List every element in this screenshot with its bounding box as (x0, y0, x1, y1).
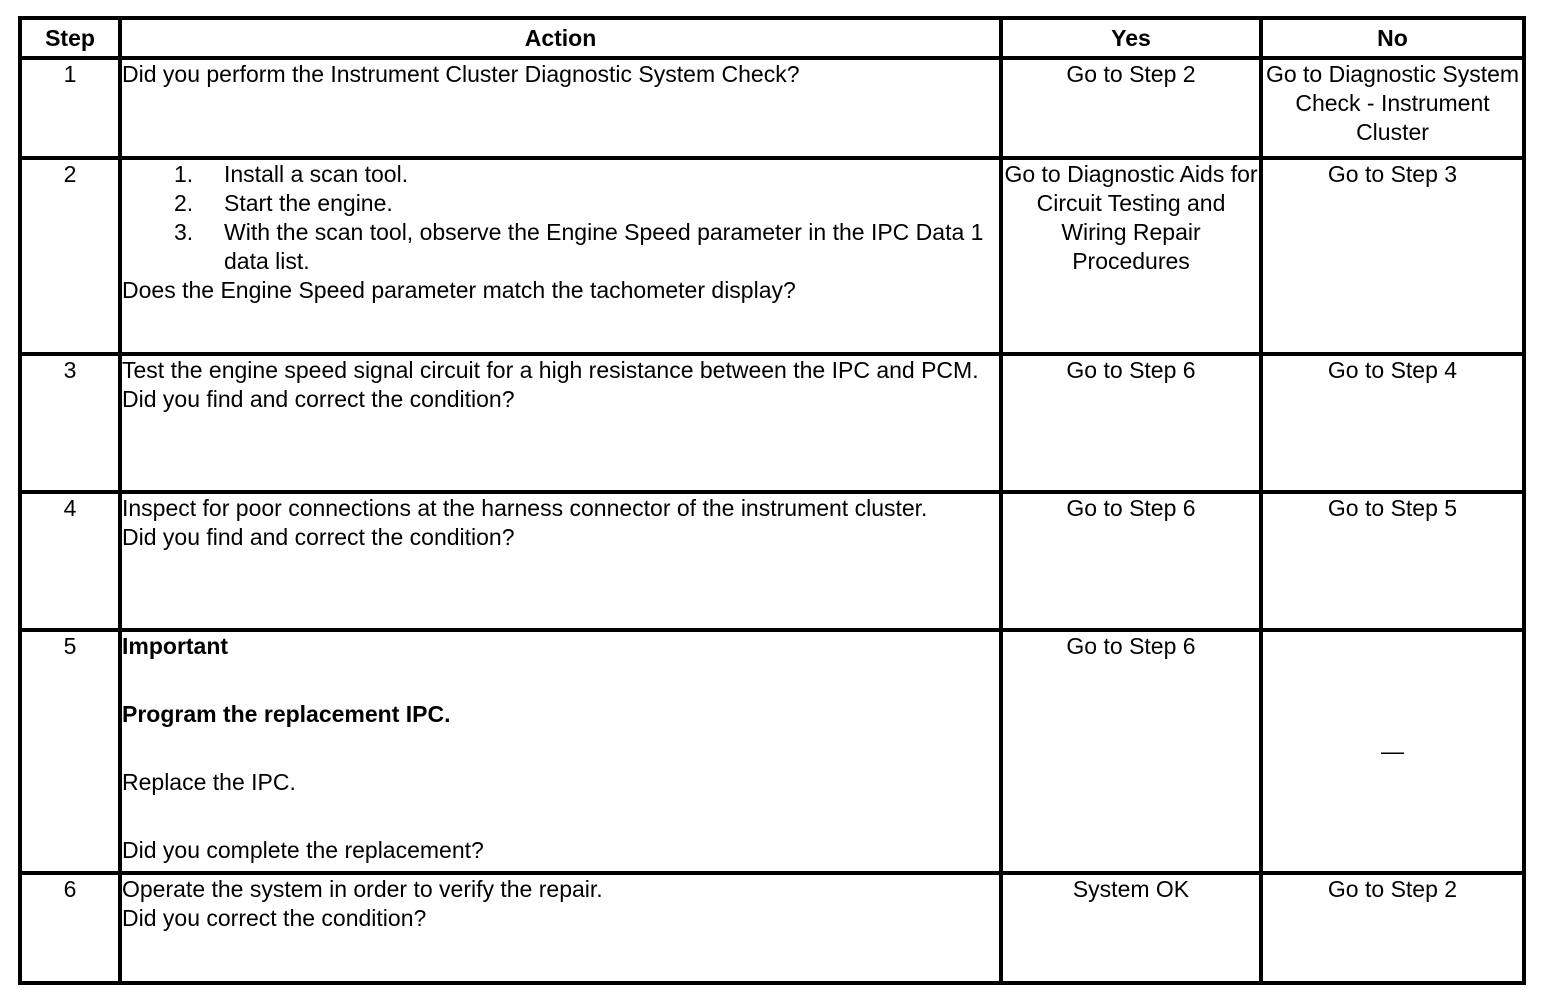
header-action: Action (120, 18, 1001, 58)
question-text: Did you correct the condition? (122, 905, 427, 931)
action-text: Did you perform the Instrument Cluster Diagnostic System Check? (122, 61, 800, 87)
table-row (20, 158, 1524, 354)
no-cell: Go to Step 4 (1261, 354, 1524, 492)
no-cell: Go to Diagnostic System Check - Instrument Cluster (1261, 58, 1524, 158)
step-number: 2 (20, 158, 120, 354)
list-item: 1. Install a scan tool. (174, 161, 409, 187)
step-number: 5 (20, 630, 120, 873)
yes-cell: Go to Step 2 (1001, 58, 1261, 158)
table-row (20, 58, 1524, 158)
list-item: 2. Start the engine. (174, 190, 393, 216)
step-number: 1 (20, 58, 120, 158)
procedure-list (122, 160, 999, 276)
step-number: 3 (20, 354, 120, 492)
no-cell: Go to Step 2 (1261, 873, 1524, 983)
action-text: Operate the system in order to verify the repair. (122, 876, 603, 902)
important-label: Important (122, 633, 229, 659)
step-number: 4 (20, 492, 120, 630)
no-cell: — (1261, 630, 1524, 873)
header-no: No (1261, 18, 1524, 58)
action-cell (120, 873, 1001, 983)
table-row (20, 354, 1524, 492)
yes-cell: Go to Step 6 (1001, 354, 1261, 492)
no-cell: Go to Step 3 (1261, 158, 1524, 354)
table-row (20, 873, 1524, 983)
yes-cell: Go to Diagnostic Aids for Circuit Testing and Wiring Repair Procedures (1001, 158, 1261, 354)
action-cell (120, 354, 1001, 492)
table-row (20, 492, 1524, 630)
yes-cell: Go to Step 6 (1001, 630, 1261, 873)
action-text: Inspect for poor connections at the harness connector of the instrument cluster. (122, 495, 928, 521)
list-item: 3. With the scan tool, observe the Engine Speed parameter in the IPC Data 1 data list. (174, 219, 984, 274)
action-cell (120, 492, 1001, 630)
question-text: Did you complete the replacement? (122, 837, 484, 863)
table-header-row (20, 18, 1524, 58)
yes-cell: Go to Step 6 (1001, 492, 1261, 630)
question-text: Does the Engine Speed parameter match the tachometer display? (122, 277, 796, 303)
table-row (20, 630, 1524, 873)
action-text: Replace the IPC. (122, 769, 296, 795)
no-cell: Go to Step 5 (1261, 492, 1524, 630)
question-text: Did you find and correct the condition? (122, 524, 515, 550)
action-cell (120, 58, 1001, 158)
question-text: Did you find and correct the condition? (122, 386, 515, 412)
yes-cell: System OK (1001, 873, 1261, 983)
header-step: Step (20, 18, 120, 58)
action-text: Test the engine speed signal circuit for a high resistance between the IPC and PCM. (122, 357, 979, 383)
action-cell (120, 630, 1001, 873)
action-cell (120, 158, 1001, 354)
important-text: Program the replacement IPC. (122, 701, 451, 727)
step-number: 6 (20, 873, 120, 983)
header-yes: Yes (1001, 18, 1261, 58)
diagnostic-table (18, 16, 1526, 985)
